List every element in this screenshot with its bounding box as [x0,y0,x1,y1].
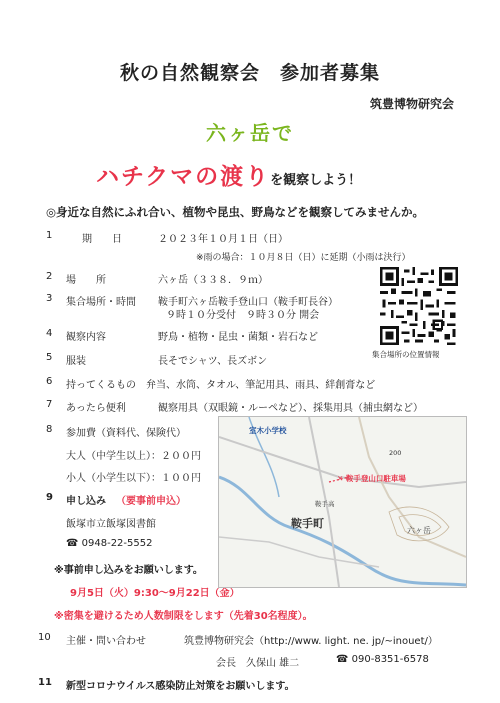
item-value: 新型コロナウイルス感染防止対策をお願いします。 [66,681,295,692]
item-number: 5 [46,352,53,363]
item-number: 9 [46,492,53,503]
map-label-town: 鞍手町 [291,517,324,530]
location-map[interactable] [218,416,467,588]
item-number: 11 [38,677,52,688]
item-number: 4 [46,328,53,339]
item-label: 参加費（資料代、保険代） [66,428,186,439]
item-value: 野鳥・植物・昆虫・菌類・岩石など [158,332,318,343]
intro-text: ◎身近な自然にふれ合い、植物や昆虫、野鳥などを観察してみませんか。 [46,205,425,219]
page-title: 秋の自然観察会 参加者募集 [119,62,380,84]
subtitle-mountain: 六ヶ岳で [206,121,294,145]
chair-name: 会長 久保山 雄二 [216,658,300,669]
item-value: 六ヶ岳（３３８．９ｍ） [158,275,268,286]
item-label: 主催・問い合わせ [66,636,146,647]
advance-note: ※事前申し込みをお願いします。 [54,565,203,576]
item-number: 7 [46,399,53,410]
qr-caption: 集合場所の位置情報 [372,350,440,359]
item-label: 服装 [66,356,86,367]
fee-child: 小人（小学生以下）：１００円 [66,473,201,484]
map-label-mountain: 六ヶ岳 [407,526,431,535]
apply-place: 飯塚市立飯塚図書館 [66,519,156,530]
limit-note-main: ※密集を避けるため人数制限をします [54,611,224,622]
apply-period: 9月5日（火）9:30〜9月22日（金） [70,588,240,599]
map-label-trailhead: ✕ 鞍手登山口駐車場 [337,474,406,483]
item-number: 8 [46,424,53,435]
rain-note: ※雨の場合：１０月８日（日）に延期（小雨は決行） [196,253,411,263]
organizer-name: 筑豊博物研究会 [369,97,454,111]
item-label: 期 日 [82,234,122,245]
item-label: 場 所 [66,275,106,286]
item-value: 長そでシャツ、長ズボン [158,356,268,367]
map-label-school: 室木小学校 [249,426,287,435]
apply-tel: ☎ 0948-22-5552 [66,538,153,549]
subtitle-small: を観察しよう！ [270,173,362,188]
chair-phone: ☎ 090-8351-6578 [336,654,429,665]
meeting-time: ９時１０分受付 ９時３０分 開会 [166,310,320,321]
item-label: 申し込み [66,496,106,507]
item-number: 10 [38,632,51,643]
item-number: 3 [46,293,53,304]
item-label: 観察内容 [66,332,106,343]
item-value: 鞍手町六ヶ岳鞍手登山口（鞍手町長谷） [158,297,338,308]
item-value: 観察用具（双眼鏡・ルーペなど）、採集用具（捕虫網など） [158,403,423,414]
item-number: 2 [46,271,53,282]
fee-adult: 大人（中学生以上）：２００円 [66,451,201,462]
item-label: 集合場所・時間 [66,297,136,308]
item-number: 6 [46,376,53,387]
map-label-high-school: 鞍手高 [315,500,335,508]
apply-required: （要事前申込） [116,496,186,507]
item-value: ２０２３年１０月１日（日） [158,234,288,245]
item-label: あったら便利 [66,403,126,414]
item-label: 持ってくるもの [66,380,136,391]
subtitle-big: ハチクマの渡り [96,164,271,190]
item-number: 1 [46,230,53,241]
qr-code-icon[interactable] [380,267,458,345]
limit-note-count: （先着30名程度）。 [223,611,313,622]
item-value: 筑豊博物研究会（http://www. light. ne. jp/~inouet/） [184,636,438,647]
map-label-route: 200 [389,449,402,457]
subtitle-honey-buzzard [96,158,361,191]
limit-note [54,607,313,622]
map-drawing [219,417,466,587]
item-value: 弁当、水筒、タオル、筆記用具、雨具、絆創膏など [146,380,376,391]
